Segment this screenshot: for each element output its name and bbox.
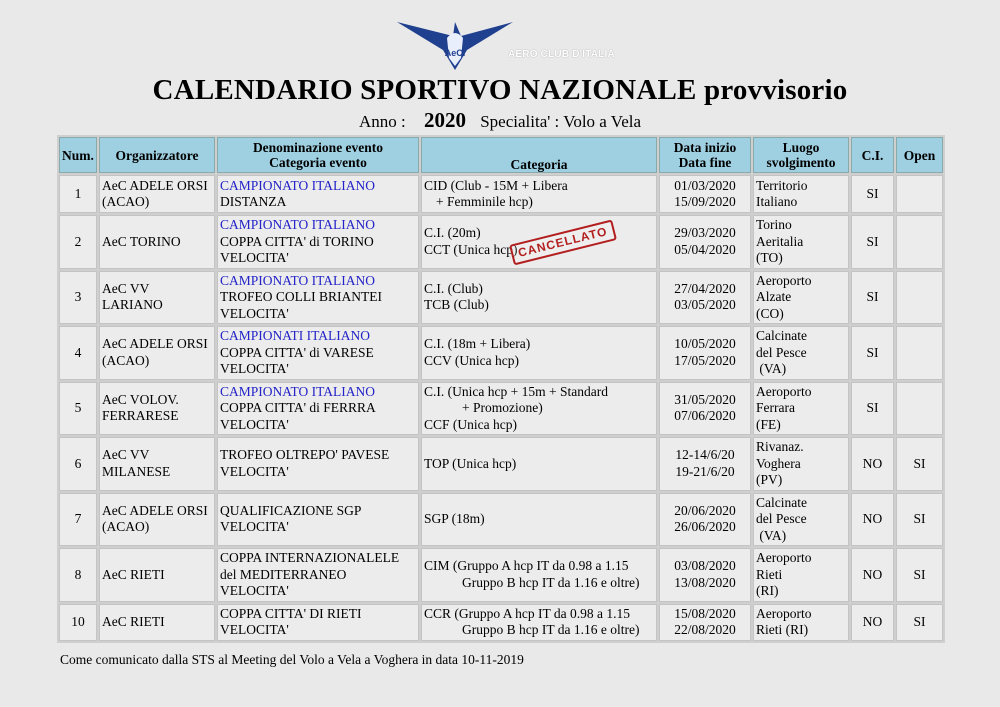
date-start: 31/05/2020 xyxy=(674,391,736,407)
calendar-table xyxy=(57,135,945,643)
footnote: Come comunicato dalla STS al Meeting del Volo a Vela a Voghera in data 10-11-2019 xyxy=(60,652,524,667)
cat-line: C.I. (Club) xyxy=(424,280,483,296)
row-luogo xyxy=(753,548,849,602)
luogo-line: (VA) xyxy=(756,527,787,543)
table-row xyxy=(59,548,943,602)
row-dates xyxy=(659,493,751,547)
table-row xyxy=(59,437,943,491)
row-luogo xyxy=(753,493,849,547)
cat-line: + Femminile hcp) xyxy=(436,194,533,209)
row-category xyxy=(421,548,657,602)
row-luogo xyxy=(753,382,849,436)
row-num: 8 xyxy=(59,548,97,602)
row-event xyxy=(217,382,419,436)
luogo-line: (RI) xyxy=(756,583,779,598)
luogo-line: Rieti xyxy=(756,566,783,582)
table-row xyxy=(59,175,943,213)
row-open xyxy=(896,215,943,269)
luogo-line: del Pesce xyxy=(756,511,807,526)
row-open: SI xyxy=(896,604,943,641)
table-row xyxy=(59,326,943,380)
row-luogo xyxy=(753,604,849,641)
row-open: SI xyxy=(896,548,943,602)
row-dates xyxy=(659,548,751,602)
org-line: AeC ADELE ORSI xyxy=(102,177,208,193)
row-org xyxy=(99,493,215,547)
aeci-logo xyxy=(395,14,655,72)
event-line: VELOCITA' xyxy=(220,463,289,479)
table-row xyxy=(59,271,943,325)
date-end: 15/09/2020 xyxy=(674,194,736,209)
col-ci: C.I. xyxy=(851,137,894,173)
luogo-line: Calcinate xyxy=(756,328,807,343)
cat-line: C.I. (Unica hcp + 15m + Standard xyxy=(424,383,608,399)
org-line: LARIANO xyxy=(102,297,163,313)
luogo-line: (VA) xyxy=(756,361,787,376)
event-line: VELOCITA' xyxy=(220,583,289,598)
row-org xyxy=(99,215,215,269)
col-luogo xyxy=(753,137,849,173)
cat-line: C.I. (20m) xyxy=(424,225,481,241)
cat-line: CCR (Gruppo A hcp IT da 0.98 a 1.15 xyxy=(424,605,630,621)
row-event xyxy=(217,326,419,380)
row-event xyxy=(217,493,419,547)
row-open xyxy=(896,326,943,380)
row-dates xyxy=(659,326,751,380)
row-ci: NO xyxy=(851,437,894,491)
event-line: VELOCITA' xyxy=(220,416,289,432)
date-start: 03/08/2020 xyxy=(674,558,736,574)
col-num: Num. xyxy=(59,137,97,173)
page-title: CALENDARIO SPORTIVO NAZIONALE provvisorio xyxy=(152,74,848,106)
row-event xyxy=(217,437,419,491)
anno-label: Anno : xyxy=(358,112,406,131)
event-line: TROFEO COLLI BRIANTEI xyxy=(220,289,382,304)
row-dates xyxy=(659,604,751,641)
luogo-line: Aeroporto xyxy=(756,272,812,288)
emblem-text: AeCI xyxy=(444,48,466,58)
row-org xyxy=(99,604,215,641)
event-line: COPPA CITTA' di TORINO xyxy=(220,233,374,249)
row-open xyxy=(896,382,943,436)
col-categoria: Categoria xyxy=(421,137,657,173)
col-open: Open xyxy=(896,137,943,173)
event-line: VELOCITA' xyxy=(220,305,289,321)
row-org xyxy=(99,548,215,602)
row-event xyxy=(217,604,419,641)
event-line: VELOCITA' xyxy=(220,250,289,265)
specialita-label: Specialita' : xyxy=(480,112,560,131)
row-num: 4 xyxy=(59,326,97,380)
event-line: VELOCITA' xyxy=(220,622,289,637)
date-end: 05/04/2020 xyxy=(674,241,736,257)
luogo-line: del Pesce xyxy=(756,344,807,360)
row-ci: SI xyxy=(851,382,894,436)
date-start: 15/08/2020 xyxy=(674,605,736,621)
row-ci: SI xyxy=(851,215,894,269)
cat-line: CCT (Unica hcp) xyxy=(424,241,518,257)
row-ci: NO xyxy=(851,604,894,641)
luogo-line: Aeroporto xyxy=(756,550,812,565)
row-num: 2 xyxy=(59,215,97,269)
col-luogo-line2: svolgimento xyxy=(766,155,836,170)
col-denominazione xyxy=(217,137,419,173)
row-org xyxy=(99,437,215,491)
luogo-line: (TO) xyxy=(756,250,783,265)
row-num: 6 xyxy=(59,437,97,491)
cat-line: TCB (Club) xyxy=(424,297,489,313)
row-open: SI xyxy=(896,493,943,547)
date-end: 22/08/2020 xyxy=(674,622,736,637)
event-championship: CAMPIONATO ITALIANO xyxy=(220,272,376,288)
date-start: 12-14/6/20 xyxy=(675,447,735,463)
eagle-emblem-icon xyxy=(395,14,515,72)
row-category xyxy=(421,437,657,491)
org-line: AeC VOLOV. xyxy=(102,391,179,407)
org-line: AeC RIETI xyxy=(102,566,165,582)
luogo-line: Aeritalia xyxy=(756,233,804,249)
luogo-line: Calcinate xyxy=(756,494,807,510)
row-category xyxy=(421,493,657,547)
row-luogo xyxy=(753,175,849,213)
event-championship: CAMPIONATO ITALIANO xyxy=(220,217,376,232)
table-row xyxy=(59,382,943,436)
luogo-line: Alzate xyxy=(756,289,792,304)
luogo-line: Torino xyxy=(756,217,792,232)
event-line: COPPA CITTA' di VARESE xyxy=(220,344,374,360)
table-row xyxy=(59,604,943,641)
org-line: (ACAO) xyxy=(102,194,150,209)
row-open xyxy=(896,271,943,325)
col-organizzatore: Organizzatore xyxy=(99,137,215,173)
row-category xyxy=(421,271,657,325)
col-date-line1: Data inizio xyxy=(673,140,737,155)
cat-line: CID (Club - 15M + Libera xyxy=(424,177,568,193)
date-start: 10/05/2020 xyxy=(674,336,736,352)
table-row xyxy=(59,493,943,547)
row-event xyxy=(217,175,419,213)
row-ci: SI xyxy=(851,271,894,325)
row-ci: NO xyxy=(851,493,894,547)
cat-line: C.I. (18m + Libera) xyxy=(424,336,531,352)
date-end: 26/06/2020 xyxy=(674,519,736,535)
row-category xyxy=(421,382,657,436)
row-dates xyxy=(659,437,751,491)
org-line: AeC ADELE ORSI xyxy=(102,336,208,352)
col-denominazione-line1: Denominazione evento xyxy=(252,140,384,155)
luogo-line: (FE) xyxy=(756,416,781,432)
col-luogo-line1: Luogo xyxy=(782,140,820,155)
row-ci: SI xyxy=(851,175,894,213)
org-line: AeC TORINO xyxy=(102,233,181,249)
row-luogo xyxy=(753,326,849,380)
row-category xyxy=(421,215,657,269)
row-num: 1 xyxy=(59,175,97,213)
row-luogo xyxy=(753,437,849,491)
row-num: 3 xyxy=(59,271,97,325)
row-org xyxy=(99,175,215,213)
col-date-line2: Data fine xyxy=(678,155,732,170)
row-org xyxy=(99,326,215,380)
col-denominazione-line2: Categoria evento xyxy=(269,155,367,170)
event-line: DISTANZA xyxy=(220,194,287,209)
luogo-line: Aeroporto xyxy=(756,605,812,621)
cat-line: CCF (Unica hcp) xyxy=(424,416,517,432)
date-end: 17/05/2020 xyxy=(674,352,736,368)
row-dates xyxy=(659,175,751,213)
org-line: AeC VV xyxy=(102,280,150,296)
event-championship: CAMPIONATO ITALIANO xyxy=(220,383,376,399)
date-start: 20/06/2020 xyxy=(674,502,736,518)
event-line: VELOCITA' xyxy=(220,361,289,376)
row-ci: NO xyxy=(851,548,894,602)
cancelled-stamp: CANCELLATO xyxy=(509,220,616,265)
luogo-line: Rivanaz. xyxy=(756,439,804,454)
org-line: AeC ADELE ORSI xyxy=(102,502,208,518)
luogo-line: Territorio xyxy=(756,177,808,193)
org-line: (ACAO) xyxy=(102,519,150,535)
date-start: 01/03/2020 xyxy=(674,177,736,193)
specialita-value: Volo a Vela xyxy=(563,112,642,131)
date-start: 27/04/2020 xyxy=(674,280,736,296)
cat-line: TOP (Unica hcp) xyxy=(424,455,517,471)
date-end: 13/08/2020 xyxy=(674,574,736,590)
date-end: 19-21/6/20 xyxy=(675,463,735,479)
event-line: COPPA CITTA' DI RIETI xyxy=(220,605,362,621)
luogo-line: Aeroporto xyxy=(756,383,812,399)
row-luogo xyxy=(753,215,849,269)
org-line: AeC RIETI xyxy=(102,613,165,629)
luogo-line: Rieti (RI) xyxy=(756,622,809,637)
row-category xyxy=(421,175,657,213)
cat-line: CIM (Gruppo A hcp IT da 0.98 a 1.15 xyxy=(424,558,629,574)
row-org xyxy=(99,271,215,325)
org-line: MILANESE xyxy=(102,463,171,479)
luogo-line: (CO) xyxy=(756,305,784,321)
luogo-line: Ferrara xyxy=(756,400,795,415)
row-event xyxy=(217,215,419,269)
row-event xyxy=(217,271,419,325)
cat-line: + Promozione) xyxy=(462,400,543,415)
org-line: (ACAO) xyxy=(102,352,150,368)
row-open xyxy=(896,175,943,213)
event-line: COPPA INTERNAZIONALELE xyxy=(220,550,400,565)
row-luogo xyxy=(753,271,849,325)
row-category xyxy=(421,326,657,380)
cat-line: Gruppo B hcp IT da 1.16 e oltre) xyxy=(462,622,640,637)
event-line: del MEDITERRANEO xyxy=(220,566,347,582)
date-start: 29/03/2020 xyxy=(674,225,736,241)
event-line: VELOCITA' xyxy=(220,519,289,535)
luogo-line: Voghera xyxy=(756,455,801,471)
luogo-line: (PV) xyxy=(756,472,783,487)
row-num: 7 xyxy=(59,493,97,547)
table-row xyxy=(59,215,943,269)
date-end: 07/06/2020 xyxy=(674,408,736,424)
row-dates xyxy=(659,215,751,269)
row-org xyxy=(99,382,215,436)
row-event xyxy=(217,548,419,602)
org-name: AERO CLUB D'ITALIA xyxy=(508,49,615,60)
row-dates xyxy=(659,382,751,436)
org-line: FERRARESE xyxy=(102,408,179,424)
row-num: 10 xyxy=(59,604,97,641)
cat-line: Gruppo B hcp IT da 1.16 e oltre) xyxy=(462,574,640,590)
event-line: QUALIFICAZIONE SGP xyxy=(220,502,362,518)
event-championship: CAMPIONATO ITALIANO xyxy=(220,177,376,193)
col-date xyxy=(659,137,751,173)
date-end: 03/05/2020 xyxy=(674,297,736,313)
event-line: COPPA CITTA' di FERRRA xyxy=(220,400,376,415)
org-line: AeC VV xyxy=(102,447,150,463)
row-num: 5 xyxy=(59,382,97,436)
event-championship: CAMPIONATI ITALIANO xyxy=(220,328,371,343)
luogo-line: Italiano xyxy=(756,194,798,209)
subtitle-line xyxy=(0,108,1000,133)
row-open: SI xyxy=(896,437,943,491)
anno-value: 2020 xyxy=(423,108,466,132)
event-line: TROFEO OLTREPO' PAVESE xyxy=(220,447,390,463)
cat-line: CCV (Unica hcp) xyxy=(424,352,519,368)
cat-line: SGP (18m) xyxy=(424,511,485,526)
row-dates xyxy=(659,271,751,325)
row-ci: SI xyxy=(851,326,894,380)
row-category xyxy=(421,604,657,641)
table-header-row xyxy=(59,137,943,173)
